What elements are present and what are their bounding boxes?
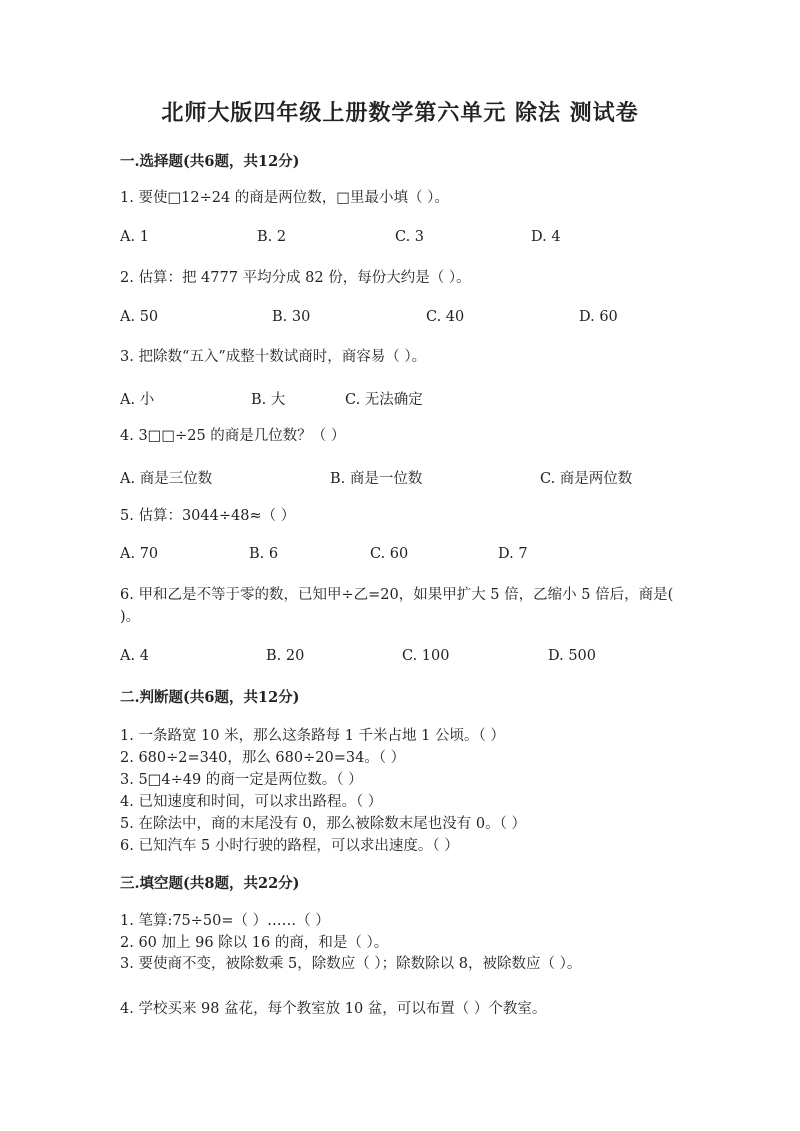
option: B. 20 xyxy=(266,648,305,664)
option: A. 商是三位数 xyxy=(120,471,213,487)
option: B. 30 xyxy=(272,309,311,325)
question-text: 5. 估算：3044÷48≈（ ） xyxy=(120,508,296,524)
option: C. 无法确定 xyxy=(345,392,423,408)
option: C. 100 xyxy=(402,648,450,664)
section-heading-fill: 三.填空题(共8题，共22分) xyxy=(120,875,300,892)
fill-item: 4. 学校买来 98 盆花，每个教室放 10 盆，可以布置（ ）个教室。 xyxy=(120,1001,547,1017)
option: D. 7 xyxy=(498,546,528,562)
option: D. 4 xyxy=(531,229,561,245)
judgment-item: 4. 已知速度和时间，可以求出路程。（ ） xyxy=(120,794,383,810)
option: B. 6 xyxy=(249,546,279,562)
question-text: 2. 估算：把 4777 平均分成 82 份，每份大约是（ ）。 xyxy=(120,270,471,286)
section-heading-choice: 一.选择题(共6题，共12分) xyxy=(120,153,300,170)
judgment-item: 3. 5□4÷49 的商一定是两位数。（ ） xyxy=(120,772,363,788)
fill-item: 2. 60 加上 96 除以 16 的商，和是（ ）。 xyxy=(120,935,389,951)
judgment-item: 1. 一条路宽 10 米，那么这条路每 1 千米占地 1 公顷。（ ） xyxy=(120,728,505,744)
option: C. 3 xyxy=(395,229,425,245)
judgment-item: 6. 已知汽车 5 小时行驶的路程，可以求出速度。（ ） xyxy=(120,838,459,854)
section-heading-judgment: 二.判断题(共6题，共12分) xyxy=(120,689,300,706)
option: B. 2 xyxy=(257,229,287,245)
question-text: 3. 把除数“五入”成整十数试商时，商容易（ ）。 xyxy=(120,349,427,365)
option: C. 60 xyxy=(370,546,409,562)
fill-item: 1. 笔算:75÷50=（ ）……（ ） xyxy=(120,913,330,929)
judgment-item: 5. 在除法中，商的末尾没有 0，那么被除数末尾也没有 0。（ ） xyxy=(120,816,526,832)
question-text: 6. 甲和乙是不等于零的数，已知甲÷乙=20，如果甲扩大 5 倍，乙缩小 5 倍后，商是( )。 xyxy=(120,587,674,625)
option: A. 4 xyxy=(120,648,149,664)
option: A. 1 xyxy=(120,229,149,245)
question-text: 4. 3□□÷25 的商是几位数？（ ） xyxy=(120,428,346,444)
page-title: 北师大版四年级上册数学第六单元 除法 测试卷 xyxy=(161,100,639,126)
option: C. 商是两位数 xyxy=(540,471,633,487)
fill-item: 3. 要使商不变，被除数乘 5，除数应（ ）；除数除以 8，被除数应（ ）。 xyxy=(120,956,582,972)
question-text: 1. 要使□12÷24 的商是两位数，□里最小填（ ）。 xyxy=(120,190,449,206)
option: C. 40 xyxy=(426,309,465,325)
judgment-item: 2. 680÷2=340，那么 680÷20=34。（ ） xyxy=(120,750,406,766)
option: B. 大 xyxy=(251,392,286,408)
option: A. 50 xyxy=(120,309,159,325)
option: D. 60 xyxy=(579,309,618,325)
option: B. 商是一位数 xyxy=(330,471,423,487)
option: A. 70 xyxy=(120,546,159,562)
option: D. 500 xyxy=(548,648,597,664)
option: A. 小 xyxy=(120,392,155,408)
